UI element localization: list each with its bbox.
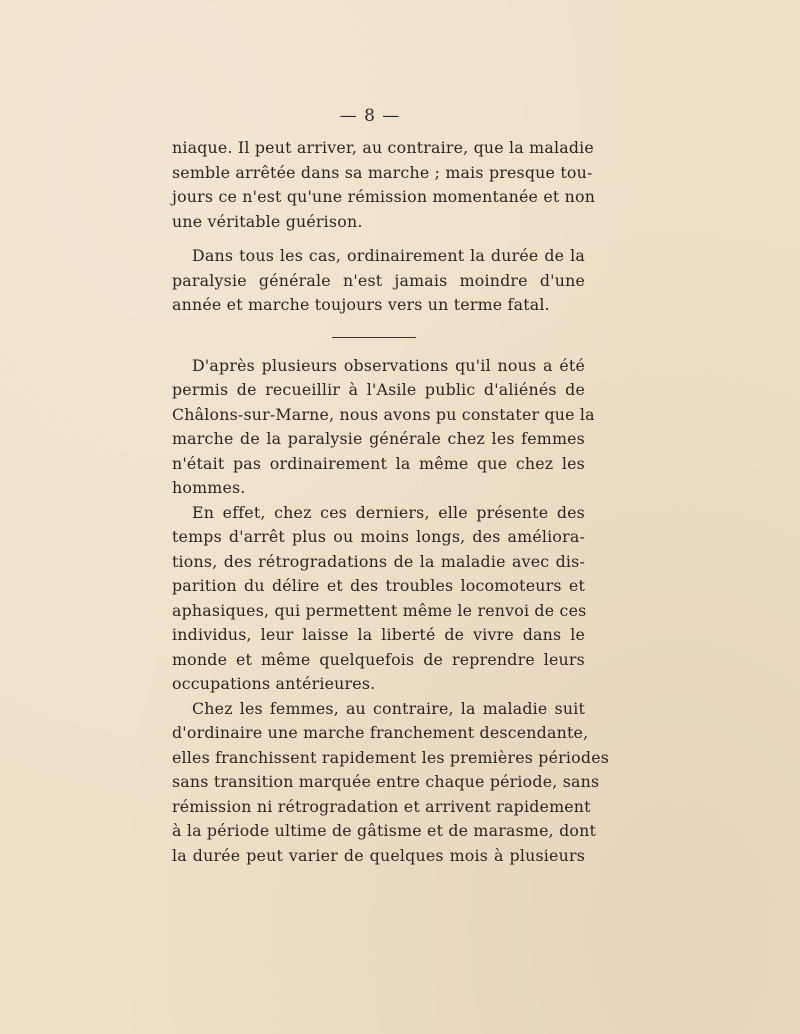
text-line: rémission ni rétrogradation et arrivent rapidement — [172, 796, 591, 816]
text-line: Châlons-sur-Marne, nous avons pu constater que la — [172, 404, 595, 424]
text-line: hommes. — [172, 478, 246, 497]
text-line: marche de la paralysie générale chez les femmes — [172, 429, 585, 448]
page-number: — 8 — — [339, 106, 401, 126]
text-line: d'ordinaire une marche franchement descendante, — [172, 723, 589, 742]
text-line: parition du délire et des troubles locomoteurs et — [172, 576, 585, 595]
text-line: En effet, chez ces derniers, elle présente des — [192, 502, 585, 522]
text-line: n'était pas ordinairement la même que chez les — [172, 453, 585, 473]
text-line: elles franchissent rapidement les premières périodes — [172, 747, 610, 767]
text-line: une véritable guérison. — [172, 211, 363, 231]
text-line: niaque. Il peut arriver, au contraire, que la maladie — [172, 138, 594, 157]
text-line: Dans tous les cas, ordinairement la durée de la — [192, 246, 585, 265]
text-line: jours ce n'est qu'une rémission momentanée et non — [172, 187, 596, 206]
paragraph-1 — [172, 136, 596, 234]
text-line: paralysie générale n'est jamais moindre d'une — [172, 270, 585, 290]
text-line: D'après plusieurs observations qu'il nous a été — [192, 355, 585, 375]
text-line: Chez les femmes, au contraire, la maladie suit — [192, 698, 585, 718]
text-line: aphasiques, qui permettent même le renvoi de ces — [172, 600, 587, 620]
paragraph-2 — [172, 244, 585, 318]
section-separator — [172, 318, 585, 354]
body-text — [172, 136, 610, 868]
paragraph-5 — [172, 697, 610, 869]
text-line: la durée peut varier de quelques mois à plusieurs — [172, 845, 585, 865]
text-line: permis de recueillir à l'Asile public d'aliénés de — [172, 380, 585, 399]
paragraph-4 — [172, 501, 585, 697]
text-line: temps d'arrêt plus ou moins longs, des améliora- — [172, 527, 585, 546]
text-line: tions, des rétrogradations de la maladie avec dis- — [172, 551, 585, 571]
text-line: monde et même quelquefois de reprendre leurs — [172, 649, 585, 669]
text-line: à la période ultime de gâtisme et de marasme, dont — [172, 821, 597, 840]
text-line: semble arrêtée dans sa marche ; mais presque tou- — [172, 162, 593, 182]
text-line: année et marche toujours vers un terme fatal. — [172, 295, 550, 314]
text-line: individus, leur laisse la liberté de vivre dans le — [172, 625, 585, 644]
text-line: occupations antérieures. — [172, 674, 376, 693]
text-line: sans transition marquée entre chaque période, sans — [172, 772, 600, 791]
horizontal-rule — [332, 337, 416, 338]
paragraph-gap — [172, 234, 585, 244]
paragraph-3 — [172, 354, 595, 501]
